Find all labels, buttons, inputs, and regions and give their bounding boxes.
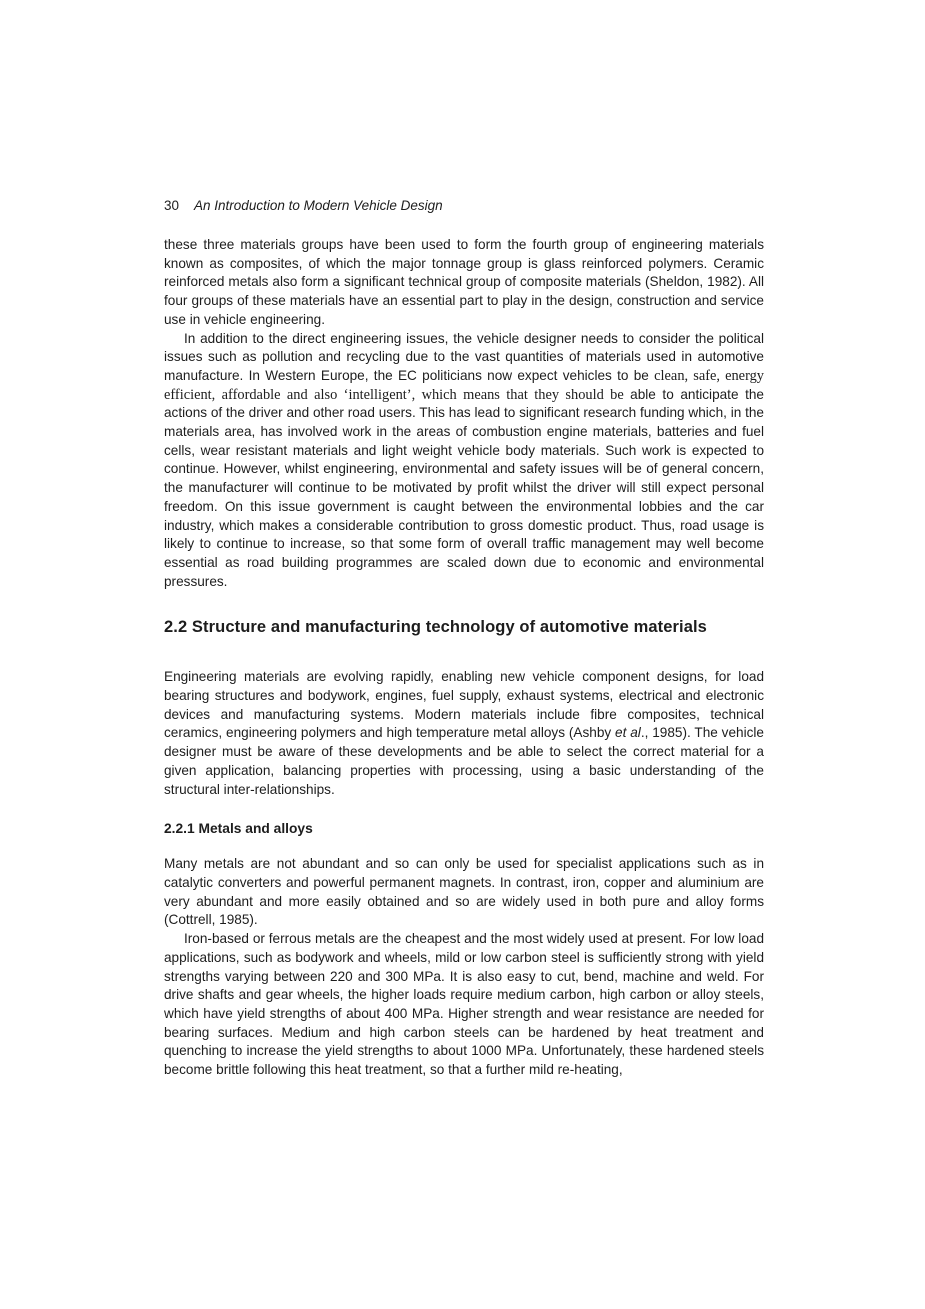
- paragraph-composites: these three materials groups have been used to form the fourth group of engineering materials known as composites, of which the major tonnage group is glass reinforced polymers. Ceramic reinforced metals also form a significant technical group of composite materials (Sheldon, 1982). All four groups of these materials have an essential part to play in the design, construction and service use in vehicle engineering.: [164, 237, 764, 327]
- paragraph-engineering-materials: [164, 668, 764, 799]
- paragraph-engineering-materials-et-al: et al: [615, 725, 641, 741]
- section-heading-2-2: 2.2 Structure and manufacturing technology of automotive materials: [164, 618, 707, 637]
- paragraph-political-issues-part-1: In addition to the direct engineering issues, the vehicle designer needs to consider the political issues such as pollution and recycling due to the vast quantities of materials used in automotive manufacture. In Western Europe, the EC politicians now expect vehicles to be: [164, 330, 764, 383]
- paragraph-political-issues-serif-run: clean, safe, energy efficient, affordable and also ‘intelligent’, which means that they should be: [164, 367, 764, 403]
- page-header: [164, 198, 764, 213]
- paragraph-engineering-materials-part-1: Engineering materials are evolving rapidly, enabling new vehicle component designs, for load bearing structures and bodywork, engines, fuel supply, exhaust systems, electrical and electronic devices and manufacturing systems. Modern materials include fibre composites, technical ceramics, engineering polymers and high temperature metal alloys (Ashby: [164, 669, 764, 741]
- paragraph-ferrous-metals: Iron-based or ferrous metals are the cheapest and the most widely used at present. For low load applications, such as bodywork and wheels, mild or low carbon steel is sufficiently strong with yield strengths varying between 220 and 300 MPa. It is also easy to cut, bend, machine and weld. For drive shafts and gear wheels, the higher loads require medium carbon, high carbon or alloy steels, which have yield strengths of about 400 MPa. Higher strength and wear resistance are needed for bearing surfaces. Medium and high carbon steels can be hardened by heat treatment and quenching to increase the yield strengths to about 1000 MPa. Unfortunately, these hardened steels become brittle following this heat treatment, so that a further mild re-heating,: [164, 931, 764, 1078]
- paragraph-political-issues: [164, 330, 764, 592]
- subsection-heading-2-2-1: 2.2.1 Metals and alloys: [164, 821, 313, 837]
- paragraph-engineering-materials-part-3: ., 1985). The vehicle designer must be aware of these developments and be able to select the correct material for a given application, balancing properties with processing, using a basic understanding of the structural inter-relationships.: [164, 725, 764, 797]
- paragraph-metals-abundance: Many metals are not abundant and so can only be used for specialist applications such as in catalytic converters and powerful permanent magnets. In contrast, iron, copper and aluminium are very abundant and more easily obtained and so are widely used in both pure and alloy forms (Cottrell, 1985).: [164, 856, 764, 928]
- running-title: An Introduction to Modern Vehicle Design: [194, 198, 443, 213]
- paragraph-political-issues-part-3: able to anticipate the actions of the driver and other road users. This has lead to significant research funding which, in the materials area, has involved work in the areas of combustion engine materials, batteries and fuel cells, wear resistant materials and light weight vehicle body materials. Such work is expected to continue. However, whilst engineering, environmental and safety issues will be of general concern, the manufacturer will continue to be motivated by profit whilst the driver will still expect personal freedom. On this issue government is caught between the environmental lobbies and the car industry, which makes a considerable contribution to gross domestic product. Thus, road usage is likely to continue to increase, so that some form of overall traffic management may well become essential as road building programmes are scaled down due to economic and environmental pressures.: [164, 386, 764, 589]
- page-number: 30: [164, 198, 180, 213]
- book-page: [164, 198, 764, 1080]
